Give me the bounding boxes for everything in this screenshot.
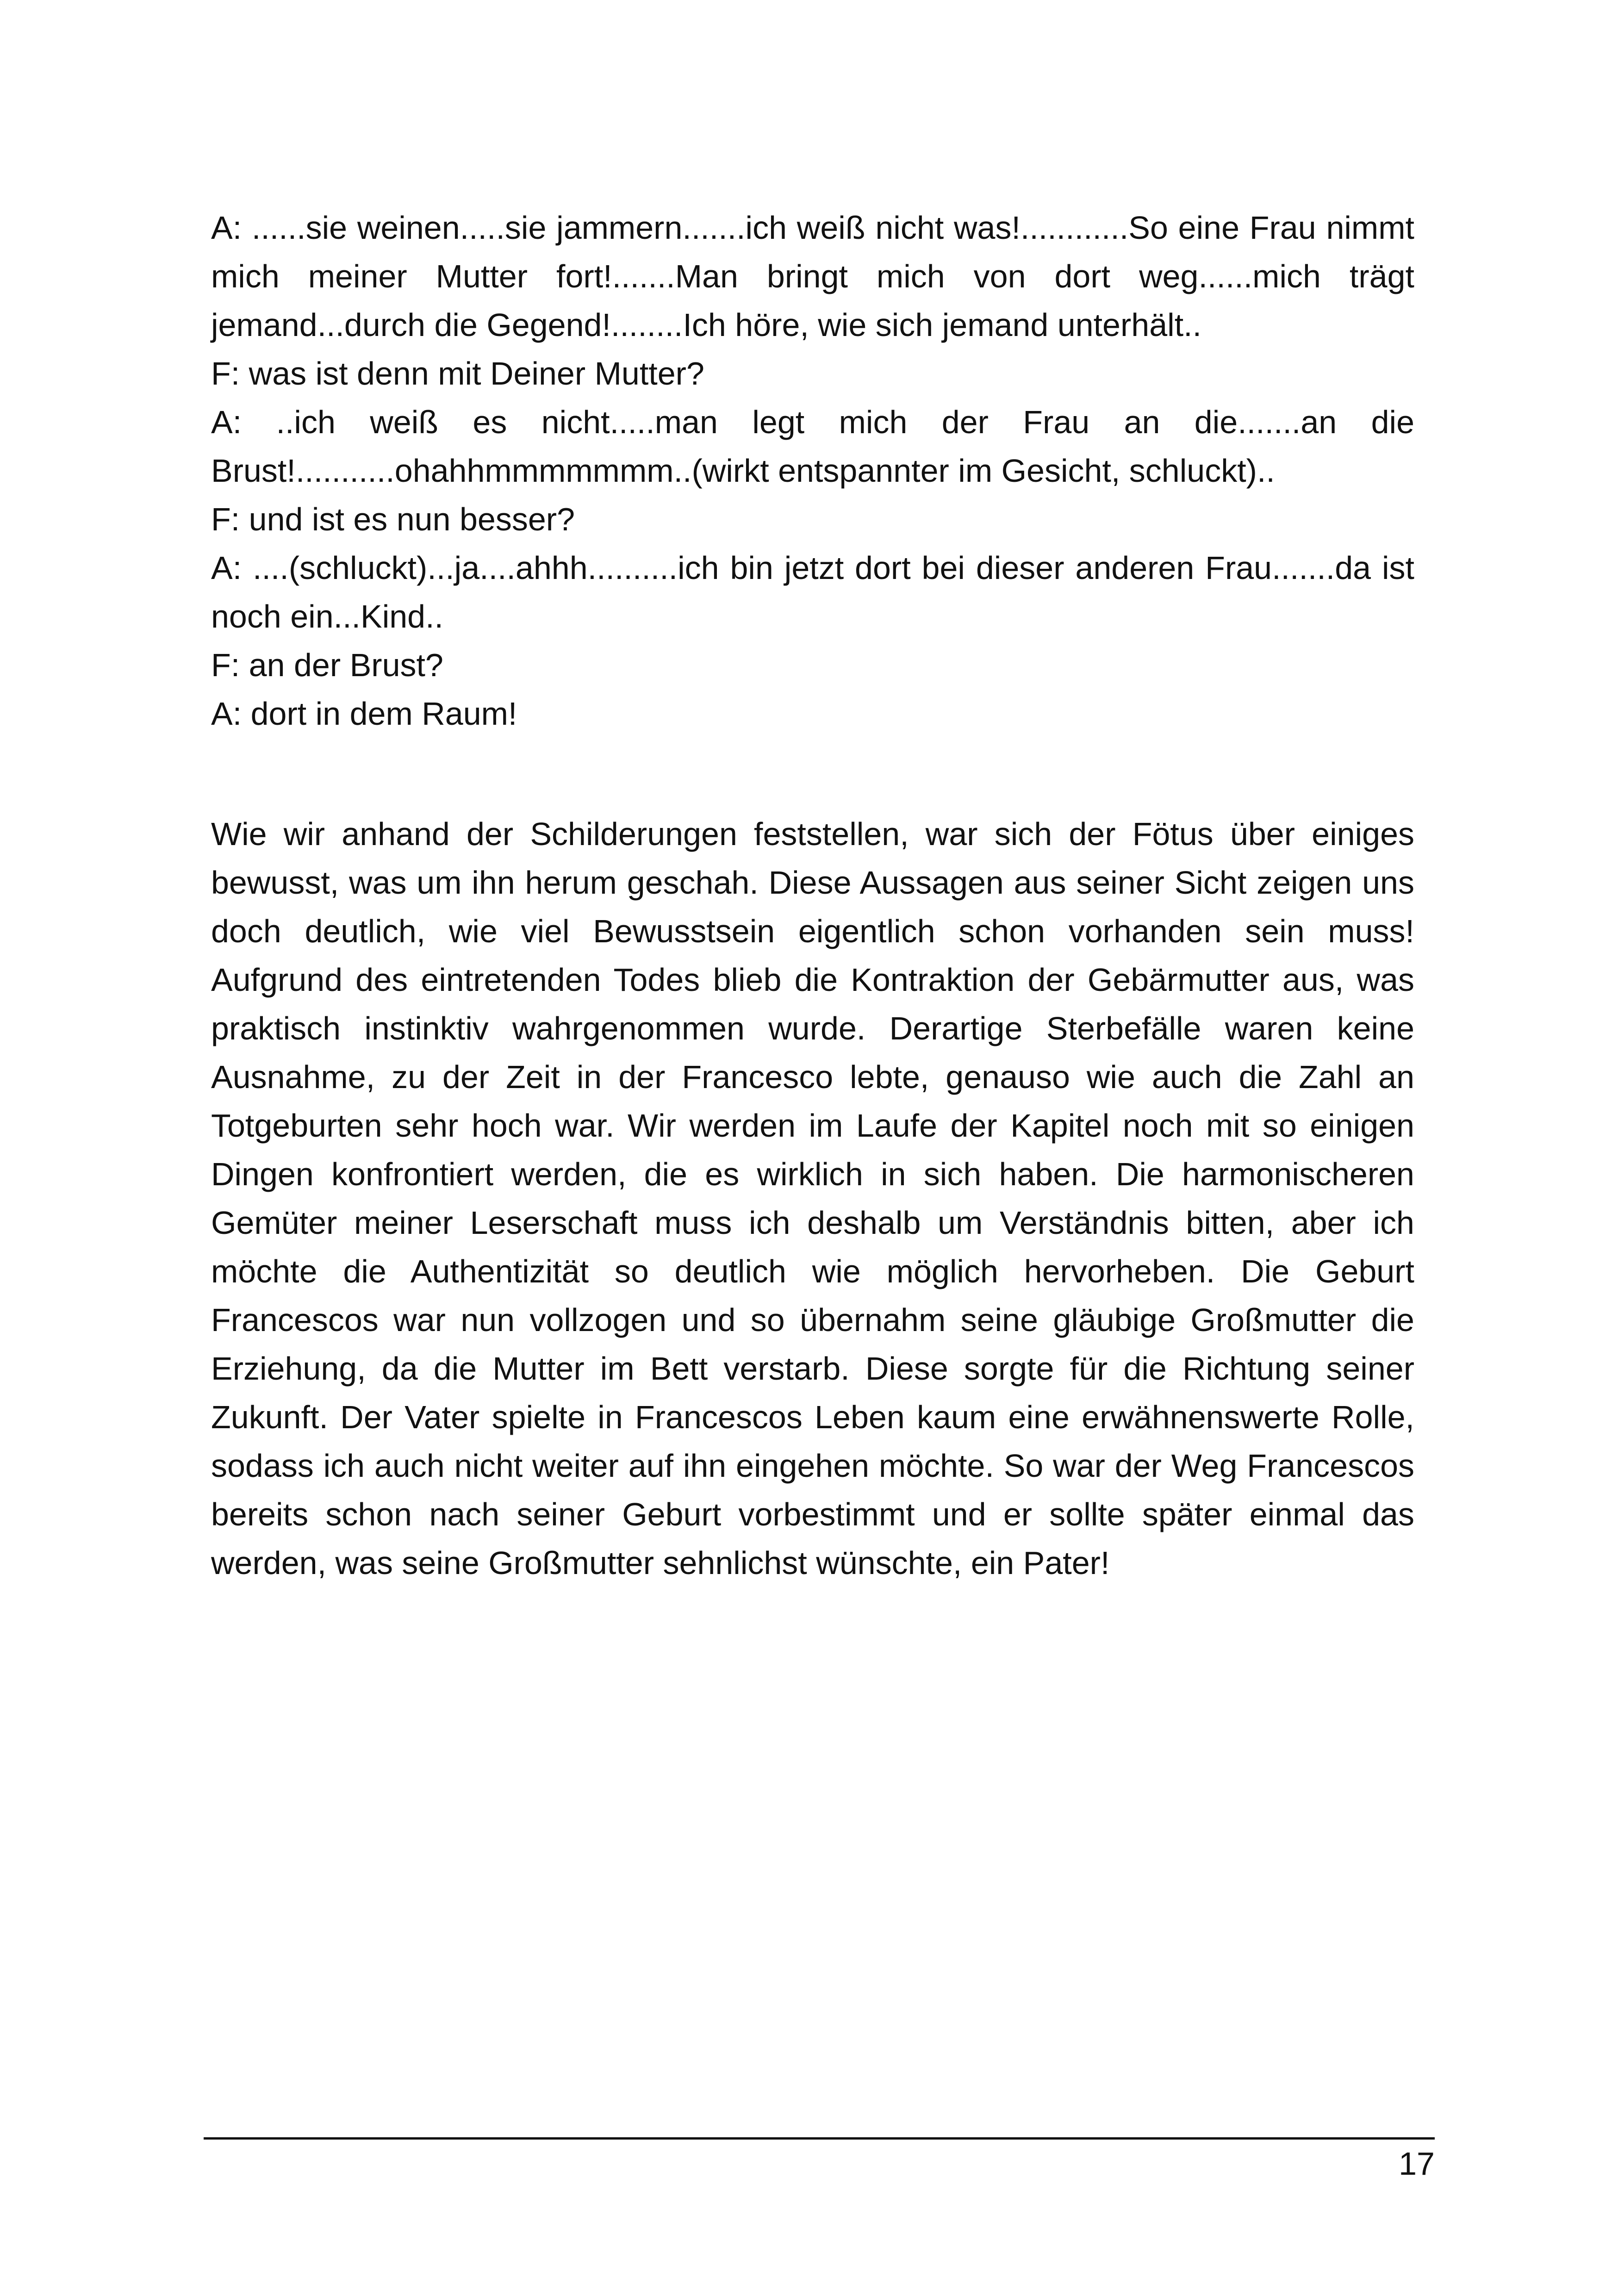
dialogue-line: A: ....(schluckt)...ja....ahhh..........ich bin jetzt dort bei dieser anderen Frau.......da ist noch ein...Kind.. xyxy=(211,550,1414,635)
dialogue-line: A: ......sie weinen.....sie jammern.......ich weiß nicht was!............So eine Frau nimmt mich meiner Mutter fort!.......Man bringt mich von dort weg......mich trägt jemand...durch die Gegend!........Ich höre, wie sich jemand unterhält.. xyxy=(211,210,1414,343)
body-text xyxy=(211,810,1414,1587)
dialogue-line: F: an der Brust? xyxy=(211,647,443,683)
dialogue-transcript xyxy=(211,204,1414,738)
body-paragraph: Wie wir anhand der Schilderungen feststellen, war sich der Fötus über einiges bewusst, was um ihn herum geschah. Diese Aussagen aus seiner Sicht zeigen uns doch deutlich, wie viel Bewusstsein eigentlich schon vorhanden sein muss! Aufgrund des eintretenden Todes blieb die Kontraktion der Gebärmutter aus, was praktisch instinktiv wahrgenommen wurde. Derartige Sterbefälle waren keine Ausnahme, zu der Zeit in der Francesco lebte, genauso wie auch die Zahl an Totgeburten sehr hoch war. Wir werden im Laufe der Kapitel noch mit so einigen Dingen konfrontiert werden, die es wirklich in sich haben. Die harmonischeren Gemüter meiner Leserschaft muss ich deshalb um Verständnis bitten, aber ich möchte die Authentizität so deutlich wie möglich hervorheben. Die Geburt Francescos war nun vollzogen und so übernahm seine gläubige Großmutter die Erziehung, da die Mutter im Bett verstarb. Diese sorgte für die Richtung seiner Zukunft. Der Vater spielte in Francescos Leben kaum eine erwähnenswerte Rolle, sodass ich auch nicht weiter auf ihn eingehen möchte. So war der Weg Francescos bereits schon nach seiner Geburt vorbestimmt und er sollte später einmal das werden, was seine Großmutter sehnlichst wünschte, ein Pater! xyxy=(211,816,1414,1581)
dialogue-line: A: ..ich weiß es nicht.....man legt mich der Frau an die.......an die Brust!...........ohahhmmmmmmm..(wirkt entspannter im Gesicht, schluckt).. xyxy=(211,404,1414,489)
page-number: 17 xyxy=(1399,2146,1435,2182)
footer-divider xyxy=(204,2137,1435,2140)
dialogue-line: A: dort in dem Raum! xyxy=(211,696,517,732)
dialogue-line: F: was ist denn mit Deiner Mutter? xyxy=(211,355,704,392)
dialogue-line: F: und ist es nun besser? xyxy=(211,501,575,537)
